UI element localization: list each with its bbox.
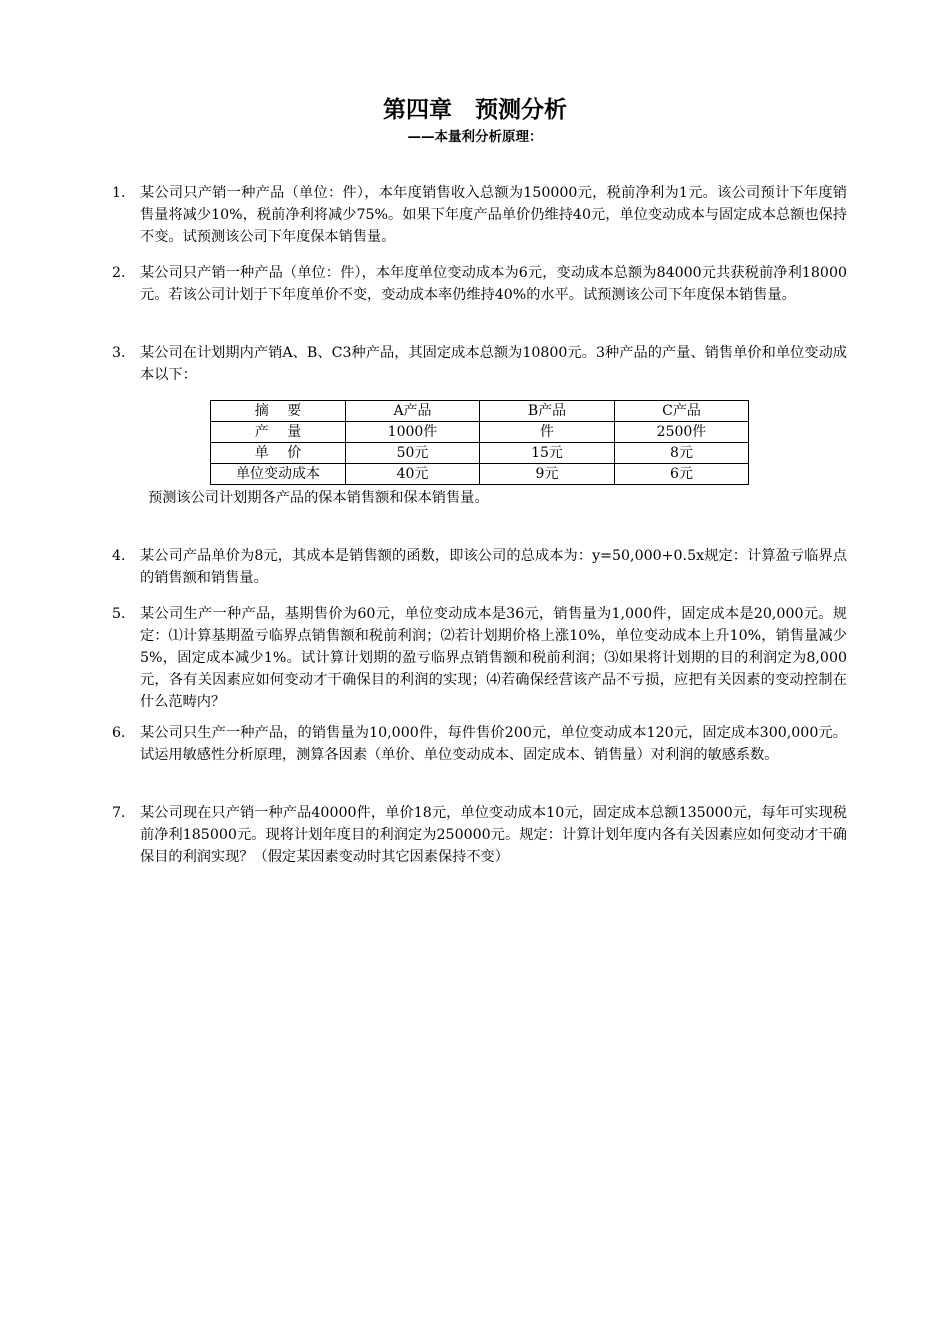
table-row <box>211 422 749 443</box>
table-cell: 40元 <box>346 464 480 485</box>
question-number: 6． <box>112 725 136 741</box>
question-5 <box>112 603 847 713</box>
table-cell: 6元 <box>615 464 749 485</box>
product-table <box>210 400 749 485</box>
question-number: 5． <box>112 606 136 622</box>
question-number: 4． <box>112 548 136 564</box>
question-number: 7． <box>112 805 136 821</box>
table-cell: 50元 <box>346 443 480 464</box>
table-cell: 单位变动成本 <box>211 464 346 485</box>
table-cell: 8元 <box>615 443 749 464</box>
table-cell: 产 量 <box>211 422 346 443</box>
question-1 <box>112 182 847 248</box>
question-text: 某公司在计划期内产销A、B、C3种产品，其固定成本总额为10800元。3种产品的产量、销售单价和单位变动成本以下： <box>140 345 847 383</box>
table-cell: 2500件 <box>615 422 749 443</box>
table-header-cell: C产品 <box>615 401 749 422</box>
question-text: 某公司只产销一种产品（单位：件），本年度单位变动成本为6元，变动成本总额为84000元共获税前净利18000元。若该公司计划于下年度单价不变，变动成本率仍维持40%的水平。试预测该公司下年度保本销售量。 <box>140 265 847 303</box>
page-subtitle: ——本量利分析原理： <box>407 129 543 145</box>
question-text: 某公司产品单价为8元，其成本是销售额的函数，即该公司的总成本为：y=50,000+0.5x规定：计算盈亏临界点的销售额和销售量。 <box>140 548 847 586</box>
table-header-cell: A产品 <box>346 401 480 422</box>
table-note: 预测该公司计划期各产品的保本销售额和保本销售量。 <box>148 490 489 506</box>
page-title: 第四章 预测分析 <box>383 97 567 123</box>
table-header-row <box>211 401 749 422</box>
table-cell: 1000件 <box>346 422 480 443</box>
question-7 <box>112 802 847 868</box>
table-row <box>211 443 749 464</box>
question-text: 某公司现在只产销一种产品40000件，单价18元，单位变动成本10元，固定成本总额135000元，每年可实现税前净利185000元。现将计划年度目的利润定为250000元。规定：计算计划年度内各有关因素应如何变动才干确保目的利润实现？（假定某因素变动时其它因素保持不变） <box>140 805 847 865</box>
question-2 <box>112 262 847 306</box>
question-number: 1． <box>112 185 136 201</box>
question-text: 某公司只生产一种产品，的销售量为10,000件，每件售价200元，单位变动成本120元，固定成本300,000元。试运用敏感性分析原理，测算各因素（单价、单位变动成本、固定成本、销售量）对利润的敏感系数。 <box>140 725 847 763</box>
table-cell: 15元 <box>480 443 615 464</box>
question-number: 2． <box>112 265 136 281</box>
table-header-cell: 摘 要 <box>211 401 346 422</box>
table-cell: 9元 <box>480 464 615 485</box>
question-text: 某公司生产一种产品，基期售价为60元，单位变动成本是36元，销售量为1,000件，固定成本是20,000元。规定：⑴计算基期盈亏临界点销售额和税前利润；⑵若计划期价格上涨10%，单位变动成本上升10%，销售量减少5%，固定成本减少1%。试计算计划期的盈亏临界点销售额和税前利润；⑶如果将计划期的目的利润定为8,000元，各有关因素应如何变动才干确保目的利润的实现；⑷若确保经营该产品不亏损，应把有关因素的变动控制在什么范畴内？ <box>140 606 847 710</box>
question-4 <box>112 545 847 589</box>
question-6 <box>112 722 847 766</box>
question-number: 3． <box>112 345 136 361</box>
table-cell: 单 价 <box>211 443 346 464</box>
question-text: 某公司只产销一种产品（单位：件），本年度销售收入总额为150000元，税前净利为1元。该公司预计下年度销售量将减少10%，税前净利将减少75%。如果下年度产品单价仍维持40元，单位变动成本与固定成本总额也保持不变。试预测该公司下年度保本销售量。 <box>140 185 847 245</box>
table-cell: 件 <box>480 422 615 443</box>
question-3 <box>112 342 847 386</box>
table-row <box>211 464 749 485</box>
table-header-cell: B产品 <box>480 401 615 422</box>
